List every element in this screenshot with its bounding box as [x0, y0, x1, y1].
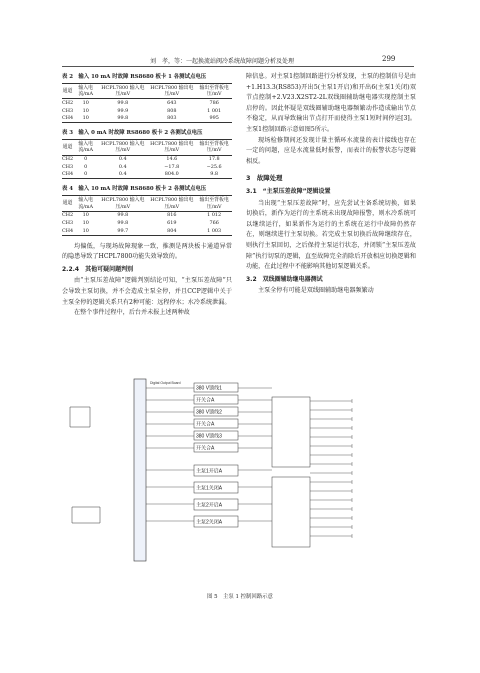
- column-header: 输出至背板电压/mV: [196, 84, 232, 99]
- column-header: HCPL7800 输出电压/mV: [147, 196, 196, 211]
- wire: [310, 417, 352, 421]
- table-cell: 1 003: [196, 227, 232, 235]
- circuit-block-label: 380 V馈线2: [196, 409, 222, 416]
- table-cell: 643: [167, 100, 177, 107]
- paragraph: 障信息。对主泵1控制回路进行分析发现，主泵的控制信号是由+1.H13.3(RS853)开出5(主泵1开启)和开出6(主泵1关闭)双节点控制+2.V23.X2ST2-2L双线圈辅助继电器实现控制主泵启停的。因此怀疑是双线圈辅助继电器频繁动作造成输出节点不稳定，从而导致输出节点打开而使得主泵1短时间停运[3]。主泵1控制回路示意如图5所示。: [246, 73, 416, 133]
- table-row: [62, 211, 232, 219]
- table-cell: 0.4: [118, 156, 127, 163]
- table-cell: 804.0: [147, 171, 196, 179]
- table-cell: 10: [73, 115, 98, 123]
- board-label: Digital Output Board: [150, 381, 181, 385]
- table-cell: 0: [84, 156, 88, 163]
- column-header: HCPL7800 输出电压/mV: [147, 140, 196, 155]
- table-cell: CH4: [62, 171, 74, 178]
- wire: [310, 408, 352, 412]
- page-number: 299: [382, 55, 396, 63]
- table-cell: 0.4: [118, 163, 127, 170]
- table-cell: CH4: [62, 115, 74, 122]
- table-cell: 786: [209, 100, 219, 107]
- table-caption: 表 2 输入 10 mA 时故障 RS8680 板卡 1 各测试点电压: [62, 74, 207, 80]
- table-row: [62, 171, 232, 179]
- table-row: [62, 227, 232, 235]
- circuit-block-label: 开关合A: [196, 421, 215, 428]
- relay-group-2: [272, 477, 310, 547]
- table-cell: 10: [73, 227, 98, 235]
- table-cell: 766: [209, 220, 219, 227]
- paragraph: 当出现“主泵压差故障”时，应先尝试主备系统切换，如果切换后，新作为运行的主系统未出现故障报警，则水冷系统可以继续运行，如果新作为运行的主系统在运行中故障仍然存在，则继续进行主泵切换。若完成主泵切换后故障继续存在，则执行主泵回切，之后保持主泵运行状态，并闭锁“主泵压差故障”执行切泵的逻辑，直至故障完全消除后开放相应切换逻辑和功能，在此过程中不能影响其他切泵逻辑关系。: [246, 199, 416, 271]
- table-cell: 0: [84, 163, 88, 170]
- table-cell: CH3: [62, 220, 74, 227]
- table-row: [62, 155, 232, 163]
- column-header: HCPL7800 输入电压/mV: [98, 84, 147, 99]
- column-header: HCPL7800 输入电压/mV: [98, 196, 147, 211]
- table-row: [62, 219, 232, 227]
- column-header: HCPL7800 输出电压/mV: [147, 84, 196, 99]
- wire: [310, 462, 352, 466]
- table-caption: 表 3 输入 0 mA 时故障 RS8680 板卡 2 各测试点电压: [62, 130, 203, 137]
- header-rule: [62, 66, 414, 67]
- paragraph: 现场检修期间还发现计量主循环水流量的表计接线也存在一定的问题，应是水流量低时报警，而表计的报警状态与逻辑相反。: [246, 136, 416, 165]
- table-row: [62, 99, 232, 107]
- table-cell: 14.6: [166, 156, 178, 163]
- table-cell: 0.4: [98, 171, 147, 179]
- data-table: [62, 83, 232, 123]
- table-cell: 1 001: [207, 107, 222, 114]
- table-cell: 9.8: [196, 171, 232, 179]
- table-row: [62, 163, 232, 171]
- wire: [310, 426, 352, 430]
- column-header: 通道: [62, 140, 73, 155]
- paragraph: 均偏低，与现场故障现象一致，推测是两块板卡通道异常的隐患导致了HCPL7800功能失效导致的。: [62, 242, 232, 261]
- wire: [310, 453, 352, 457]
- table-cell: 619: [167, 220, 177, 227]
- table-cell: 99.9: [117, 107, 129, 114]
- subsection-heading: 2.2.4 其他可疑问题判别: [62, 265, 134, 273]
- table-cell: 99.8: [117, 212, 129, 219]
- table-caption: 表 4 输入 10 mA 时故障 RS8680 板卡 2 各测试点电压: [62, 186, 207, 193]
- table-cell: 99.7: [98, 227, 147, 235]
- table-cell: 17.8: [208, 156, 220, 163]
- section-heading: 3 故障处理: [246, 174, 283, 183]
- table-cell: 10: [82, 107, 89, 114]
- circuit-block-label: 主泵1关闭A: [196, 485, 223, 492]
- wire: [310, 525, 352, 529]
- table-cell: 808: [167, 107, 177, 114]
- right-column: [246, 72, 416, 297]
- relay-group-1: [272, 397, 310, 467]
- wire: [310, 534, 352, 538]
- table-cell: 816: [167, 212, 177, 219]
- table-cell: 0: [73, 171, 98, 179]
- wire: [310, 498, 352, 502]
- table-cell: 99.8: [117, 100, 129, 107]
- circuit-block-label: 主泵2开启A: [196, 502, 223, 509]
- data-table: [62, 139, 232, 179]
- wire: [310, 435, 352, 439]
- column-header: 输入电流/mA: [73, 84, 98, 99]
- table-cell: CH3: [62, 107, 74, 114]
- switch-symbols: [70, 407, 100, 523]
- column-header: 通道: [62, 84, 73, 99]
- circuit-block-label: 开关合A: [196, 397, 215, 404]
- table-cell: CH2: [62, 156, 74, 163]
- column-header: 输出至背板电压/mV: [196, 196, 232, 211]
- paragraph: 在整个事件过程中，后台并未报上述两种故: [74, 309, 190, 317]
- left-column: [62, 72, 232, 319]
- terminal-strip: [134, 379, 146, 561]
- wire: [310, 507, 352, 511]
- circuit-block-label: 主泵2关闭A: [196, 519, 223, 526]
- wire: [310, 471, 352, 475]
- table-cell: CH2: [62, 100, 74, 107]
- table-cell: −25.6: [206, 163, 222, 170]
- table-cell: 10: [82, 220, 89, 227]
- wire: [310, 480, 352, 484]
- data-table: [62, 195, 232, 235]
- table-row: [62, 107, 232, 115]
- column-header: 通道: [62, 196, 73, 211]
- table-row: [62, 115, 232, 123]
- column-header: 输出至背板电压/mV: [196, 140, 232, 155]
- table-cell: 10: [82, 212, 89, 219]
- table-cell: 99.8: [117, 220, 129, 227]
- table-cell: 803: [147, 115, 196, 123]
- subsection-heading: 3.2 双线圈辅助继电器测试: [246, 275, 323, 283]
- paragraph: 由“主泵压差故障”逻辑判别结论可知，“主泵压差故障”只会导致主泵切换，并不会造成主泵全停，并且CCP逻辑中关于主泵全停的逻辑关系只有2种可能：远程停水；水冷系统泄漏。: [62, 277, 232, 306]
- paragraph: 主泵全停有可能是双线圈辅助继电器频繁动: [258, 287, 374, 295]
- column-header: 输入电流/mA: [73, 140, 98, 155]
- table-cell: CH4: [62, 227, 74, 234]
- table-cell: −17.8: [164, 163, 180, 170]
- column-header: 输入电流/mA: [73, 196, 98, 211]
- table-cell: 1 012: [207, 212, 222, 219]
- circuit-block-label: 主泵1开启A: [196, 468, 223, 475]
- table-cell: 10: [82, 100, 89, 107]
- wire: [310, 399, 352, 403]
- table-cell: 804: [147, 227, 196, 235]
- table-cell: 995: [196, 115, 232, 123]
- control-circuit-figure: [62, 377, 414, 577]
- circuit-block-label: 开关合A: [196, 445, 215, 452]
- table-cell: CH3: [62, 163, 74, 170]
- wire: [310, 489, 352, 493]
- subsection-heading: 3.1 “主泵压差故障”逻辑设置: [246, 187, 331, 195]
- running-title: 刘 孝，等：一起换流站阀冷系统故障问题分析及处理: [150, 58, 295, 65]
- figure-caption: 图 5 主泵 1 控制回路示意: [207, 594, 273, 600]
- tables-container: [62, 73, 232, 236]
- wire: [310, 444, 352, 448]
- circuit-block-label: 380 V馈线1: [196, 385, 222, 392]
- circuit-block-label: 380 V馈线3: [196, 433, 222, 440]
- table-cell: CH2: [62, 212, 74, 219]
- table-cell: 99.8: [98, 115, 147, 123]
- column-header: HCPL7800 输入电压/mV: [98, 140, 147, 155]
- wire: [310, 516, 352, 520]
